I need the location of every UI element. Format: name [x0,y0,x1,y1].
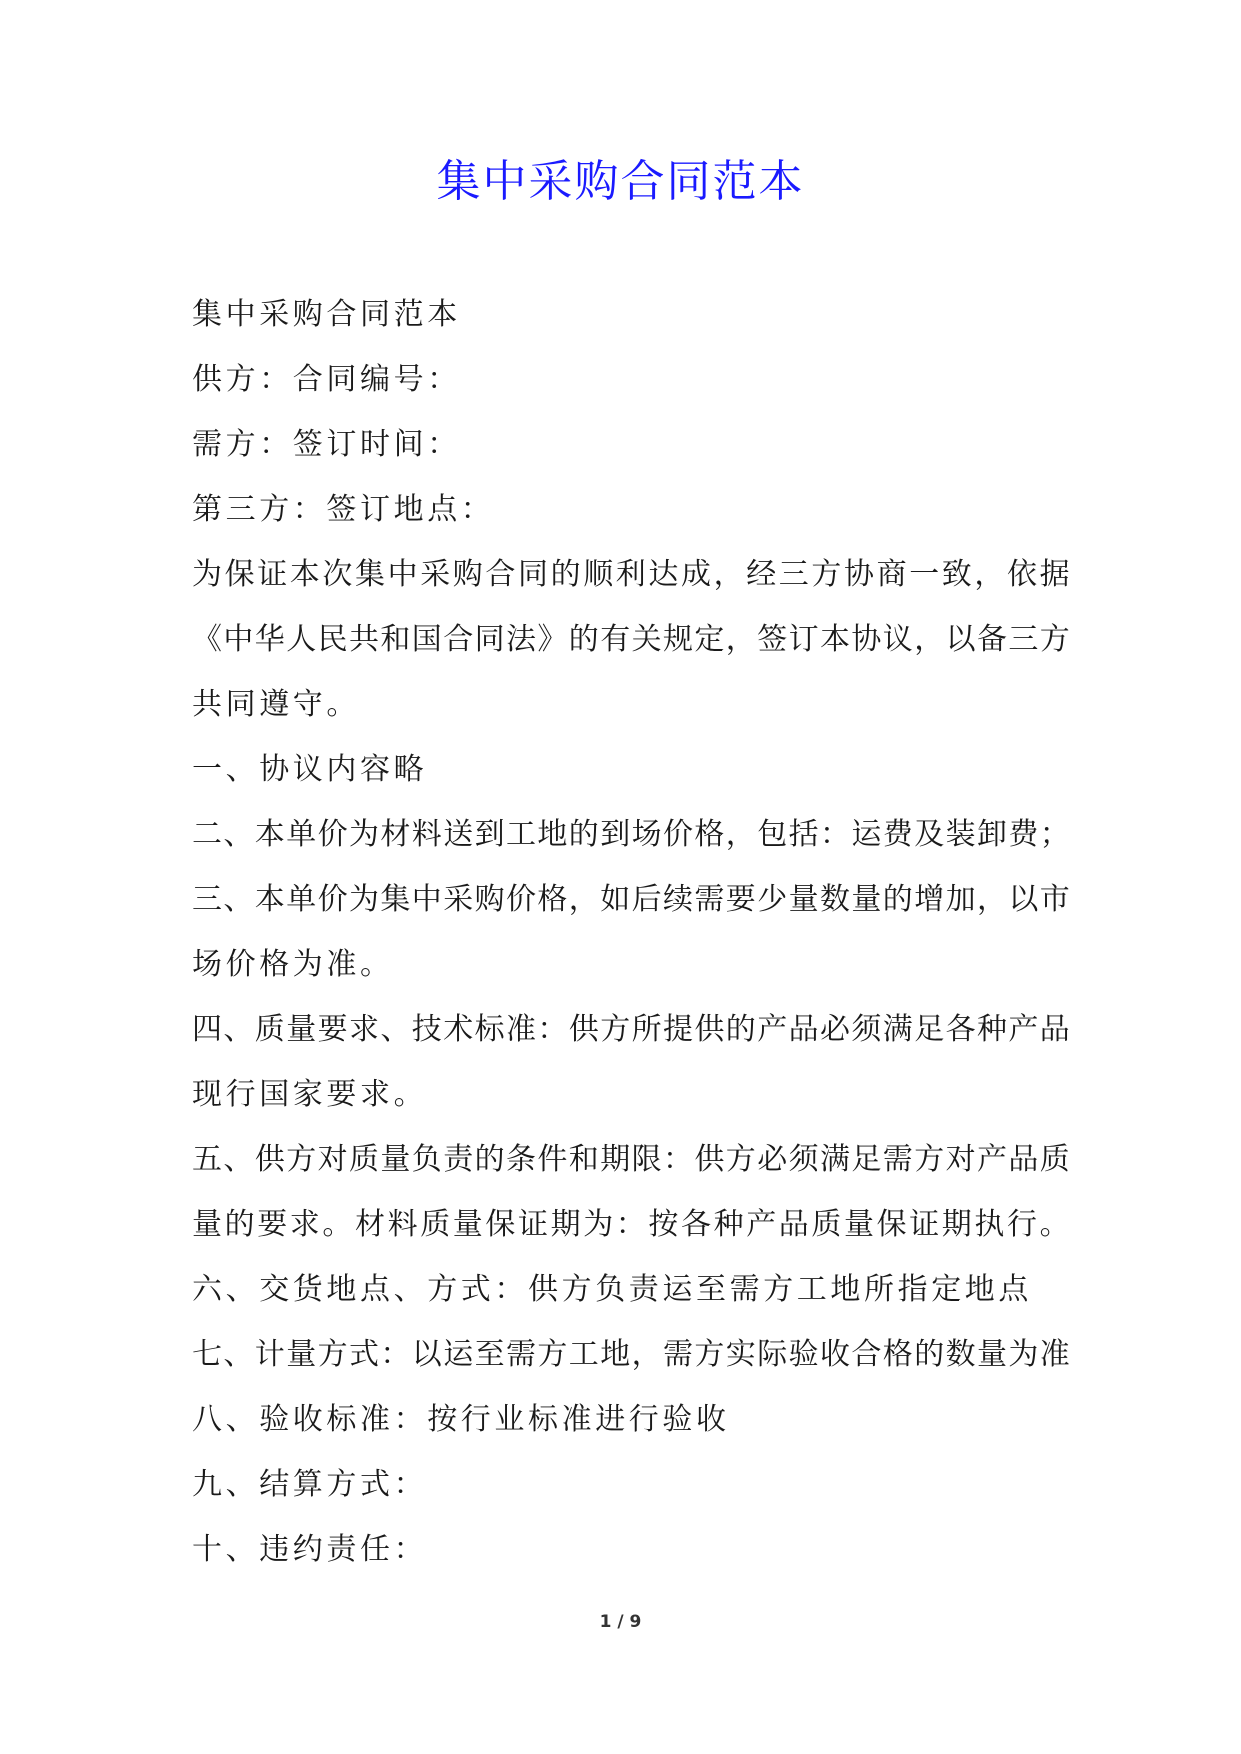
body-line: 八、验收标准：按行业标准进行验收 [192,1402,730,1437]
body-line: 一、协议内容略 [192,752,428,787]
body-line: 为保证本次集中采购合同的顺利达成，经三方协商一致，依据 [192,557,1073,592]
page-number: 1 / 9 [599,1612,642,1632]
body-line: 现行国家要求。 [192,1077,428,1112]
body-line: 场价格为准。 [192,947,394,982]
body-line: 二、本单价为材料送到工地的到场价格，包括：运费及装卸费； [192,817,1072,852]
body-line: 供方：合同编号： [192,362,461,397]
document-title: 集中采购合同范本 [436,156,805,207]
body-line: 《中华人民共和国合同法》的有关规定，签订本协议，以备三方 [192,622,1072,657]
body-line: 四、质量要求、技术标准：供方所提供的产品必须满足各种产品 [192,1012,1072,1047]
body-line: 第三方：签订地点： [192,492,495,527]
body-line: 九、结算方式： [192,1467,428,1502]
body-line: 需方：签订时间： [192,427,461,462]
document-body [192,282,1072,1582]
body-line: 三、本单价为集中采购价格，如后续需要少量数量的增加，以市 [192,882,1072,917]
body-line: 量的要求。材料质量保证期为：按各种产品质量保证期执行。 [192,1207,1073,1242]
body-line: 五、供方对质量负责的条件和期限：供方必须满足需方对产品质 [192,1142,1072,1177]
body-line: 七、计量方式：以运至需方工地，需方实际验收合格的数量为准 [192,1337,1072,1372]
body-line: 六、交货地点、方式：供方负责运至需方工地所指定地点 [192,1272,1032,1307]
body-line: 共同遵守。 [192,687,360,722]
body-line: 集中采购合同范本 [192,297,461,332]
body-line: 十、违约责任： [192,1532,428,1567]
